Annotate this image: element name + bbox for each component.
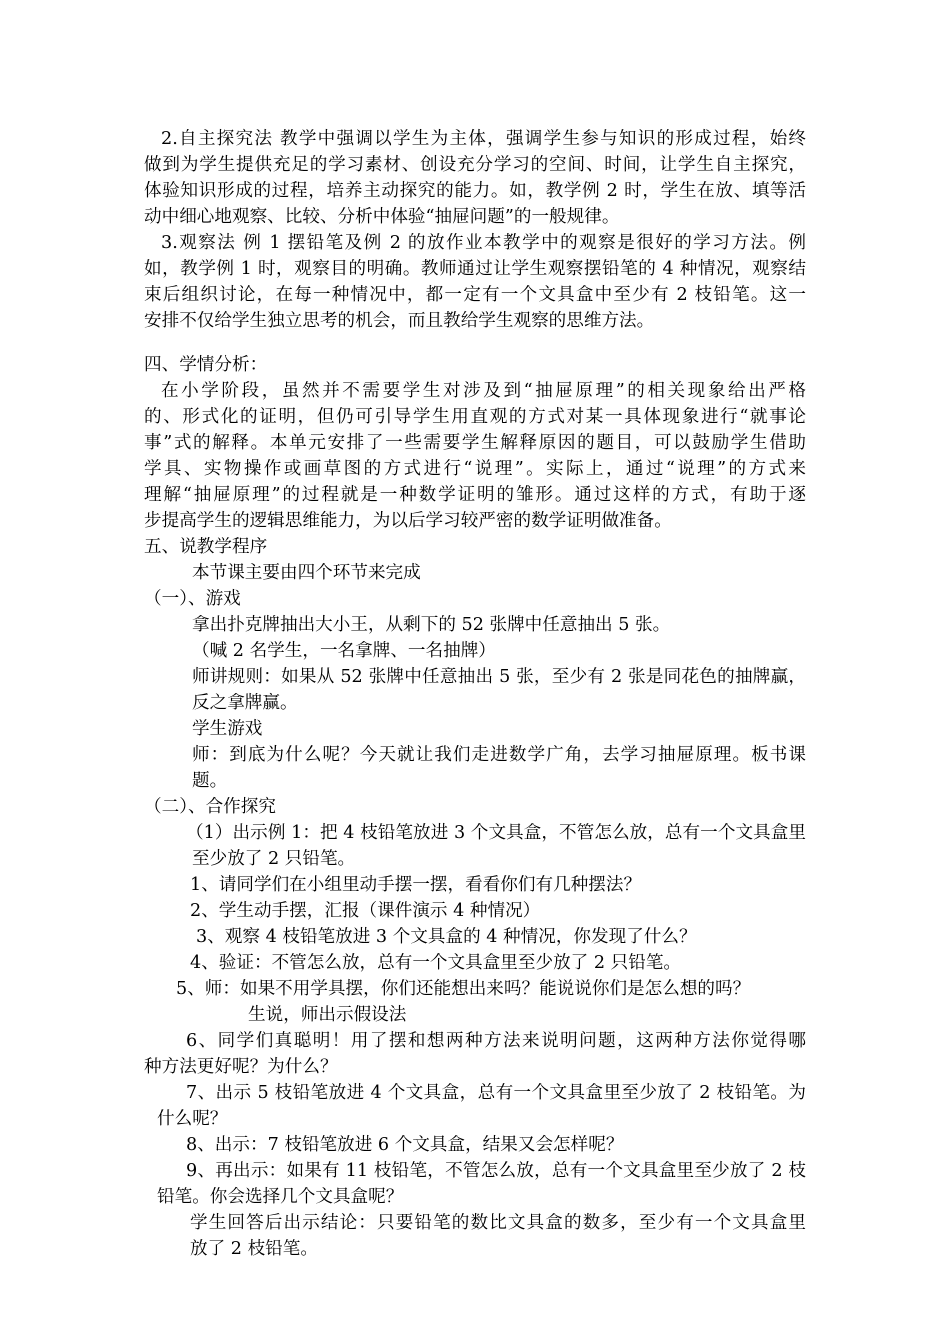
text-line: 3.观察法 例 1 摆铅笔及例 2 的放作业本教学中的观察是很好的学习方法。例 [161,233,806,253]
text-line: 生说，师出示假设法 [248,1005,407,1025]
text-line: 本节课主要由四个环节来完成 [192,563,421,583]
text-line: 2、学生动手摆，汇报（课件演示 4 种情况） [190,901,541,921]
text-line: 9、再出示：如果有 11 枝铅笔，不管怎么放，总有一个文具盒里至少放了 2 枝 [186,1161,806,1181]
text-line: 动中细心地观察、比较、分析中体验“抽屉问题”的一般规律。 [144,207,620,227]
text-line: 反之拿牌赢。 [192,693,298,713]
text-line: 步提高学生的逻辑思维能力，为以后学习较严密的数学证明做准备。 [144,511,672,531]
text-line: 3、观察 4 枝铅笔放进 3 个文具盒的 4 种情况，你发现了什么？ [196,927,697,947]
text-line: 束后组织讨论，在每一种情况中，都一定有一个文具盒中至少有 2 枝铅笔。这一 [144,285,806,305]
text-line: 学生游戏 [192,719,263,739]
text-line: 6、同学们真聪明！用了摆和想两种方法来说明问题，这两种方法你觉得哪 [186,1031,806,1051]
text-line: （1）出示例 1：把 4 枝铅笔放进 3 个文具盒，不管怎么放，总有一个文具盒里 [186,823,806,843]
subsection-heading: （二）、合作探究 [144,797,276,817]
text-line: 8、出示：7 枝铅笔放进 6 个文具盒，结果又会怎样呢？ [186,1135,624,1155]
text-line: 什么呢？ [157,1109,228,1129]
text-line: 1、请同学们在小组里动手摆一摆，看看你们有几种摆法？ [190,875,642,895]
text-line: 的、形式化的证明，但仍可引导学生用直观的方式对某一具体现象进行“就事论 [144,407,806,427]
text-line: 师：到底为什么呢？今天就让我们走进数学广角，去学习抽屉原理。板书课 [192,745,806,765]
text-line: 2.自主探究法 教学中强调以学生为主体，强调学生参与知识的形成过程，始终 [161,129,806,149]
text-line: 放了 2 枝铅笔。 [190,1239,318,1259]
text-line: 5、师：如果不用学具摆，你们还能想出来吗？能说说你们是怎么想的吗？ [176,979,751,999]
text-line: 拿出扑克牌抽出大小王，从剩下的 52 张牌中任意抽出 5 张。 [192,615,671,635]
text-line: 在小学阶段，虽然并不需要学生对涉及到“抽屉原理”的相关现象给出严格 [161,381,806,401]
text-line: 学生回答后出示结论：只要铅笔的数比文具盒的数多，至少有一个文具盒里 [190,1213,806,1233]
text-line: 安排不仅给学生独立思考的机会，而且教给学生观察的思维方法。 [144,311,655,331]
section-heading: 四、学情分析： [144,355,268,375]
text-line: 理解“抽屉原理”的过程就是一种数学证明的雏形。通过这样的方式，有助于逐 [144,485,806,505]
text-line: 种方法更好呢？为什么？ [144,1057,338,1077]
text-line: 4、验证：不管怎么放，总有一个文具盒里至少放了 2 只铅笔。 [190,953,682,973]
text-line: 做到为学生提供充足的学习素材、创设充分学习的空间、时间，让学生自主探究， [144,155,806,175]
text-line: （喊 2 名学生，一名拿牌、一名抽牌） [192,641,496,661]
text-line: 学具、实物操作或画草图的方式进行“说理”。实际上，通过“说理”的方式来 [144,459,806,479]
text-line: 7、出示 5 枝铅笔放进 4 个文具盒，总有一个文具盒里至少放了 2 枝铅笔。为 [186,1083,806,1103]
text-line: 至少放了 2 只铅笔。 [192,849,356,869]
text-line: 铅笔。你会选择几个文具盒呢？ [157,1187,404,1207]
text-line: 题。 [192,771,228,791]
text-line: 体验知识形成的过程，培养主动探究的能力。如，教学例 2 时，学生在放、填等活 [144,181,806,201]
subsection-heading: （一）、游戏 [144,589,241,609]
text-line: 师讲规则：如果从 52 张牌中任意抽出 5 张，至少有 2 张是同花色的抽牌赢， [192,667,806,687]
text-line: 如，教学例 1 时，观察目的明确。教师通过让学生观察摆铅笔的 4 种情况，观察结 [144,259,806,279]
text-line: 事”式的解释。本单元安排了一些需要学生解释原因的题目，可以鼓励学生借助 [144,433,806,453]
section-heading: 五、说教学程序 [144,537,268,557]
